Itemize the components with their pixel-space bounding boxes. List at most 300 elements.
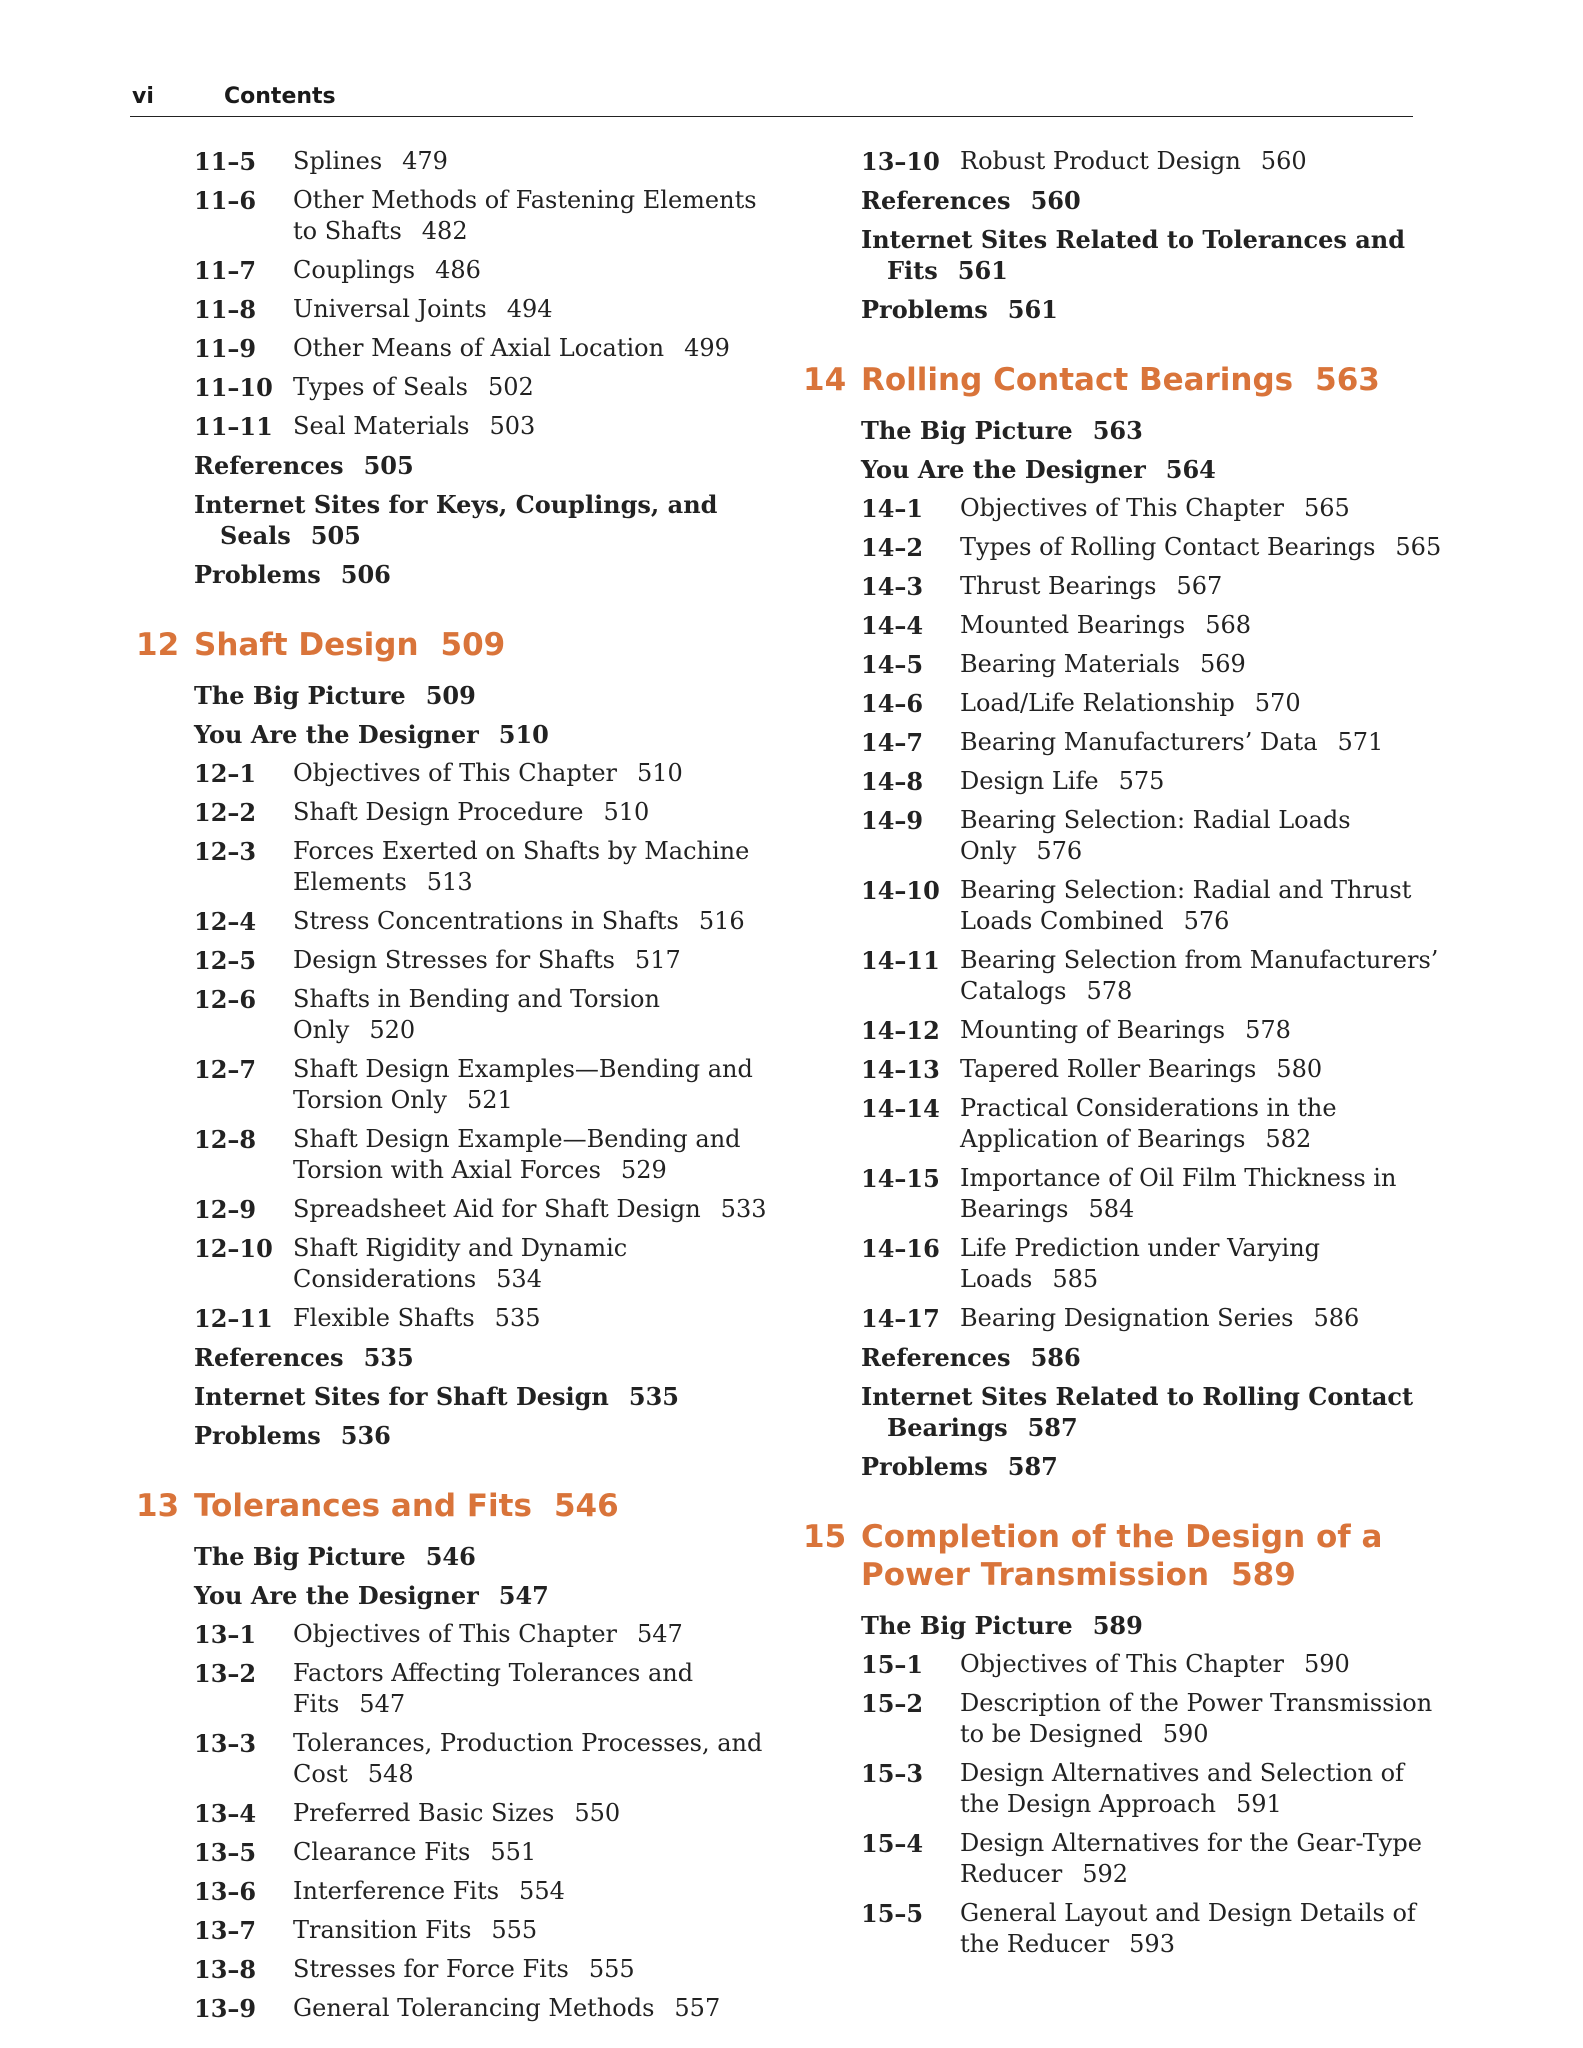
toc-entry	[136, 146, 776, 177]
section-page-number: 510	[637, 759, 683, 787]
subheading-title: The Big Picture	[194, 1542, 406, 1571]
section-title: Bearing Designation Series	[960, 1304, 1294, 1332]
section-title: Bearing Selection from Manufacturers’ Catalogs	[960, 946, 1439, 1005]
subheading-page-number: 589	[1092, 1611, 1143, 1640]
subheading-title: Internet Sites for Keys, Couplings, and Seals	[194, 490, 718, 550]
section-number: 14–9	[861, 806, 924, 835]
toc-entry	[136, 1303, 776, 1334]
section-title: Shaft Design Example—Bending and Torsion with Axial Forces	[293, 1125, 741, 1184]
section-title: Preferred Basic Sizes	[293, 1799, 555, 1827]
section-title: Other Means of Axial Location	[293, 334, 665, 362]
section-title-wrap	[214, 758, 776, 789]
toc-entry	[136, 185, 776, 247]
subheading-title: Internet Sites Related to Tolerances and Fits	[861, 225, 1406, 285]
subheading-wrap	[861, 294, 1443, 325]
section-page-number: 567	[1176, 572, 1223, 600]
section-title-wrap	[214, 1954, 776, 1985]
section-title-wrap	[214, 146, 776, 177]
section-page-number: 582	[1265, 1125, 1312, 1153]
toc-entry	[803, 1163, 1443, 1225]
section-title: Practical Considerations in the Application of Bearings	[960, 1094, 1337, 1153]
section-page-number: 486	[435, 256, 481, 284]
section-number: 12–9	[194, 1195, 257, 1224]
subheading-page-number: 535	[363, 1343, 414, 1372]
section-page-number: 571	[1337, 728, 1384, 756]
section-title: Mounted Bearings	[960, 611, 1186, 639]
section-title-wrap	[881, 1093, 1443, 1155]
section-title-wrap	[881, 1649, 1443, 1680]
section-page-number: 554	[519, 1877, 565, 1905]
subheading-page-number: 505	[310, 521, 361, 550]
section-page-number: 576	[1036, 837, 1083, 865]
subheading-title: References	[861, 186, 1011, 215]
toc-right-column	[803, 146, 1443, 1968]
section-number: 14–2	[861, 533, 924, 562]
section-number: 13–6	[194, 1877, 257, 1906]
subheading-wrap	[861, 185, 1443, 216]
section-title-wrap	[214, 1619, 776, 1650]
subheading-wrap	[861, 415, 1443, 446]
chapter-heading	[803, 361, 1443, 399]
toc-entry	[136, 1124, 776, 1186]
section-number: 15–1	[861, 1650, 924, 1679]
toc-entry	[803, 571, 1443, 602]
toc-entry	[136, 906, 776, 937]
toc-entry	[136, 1728, 776, 1790]
section-page-number: 521	[466, 1086, 513, 1114]
section-number: 11–11	[194, 412, 273, 441]
section-title: Load/Life Relationship	[960, 689, 1235, 717]
section-page-number: 569	[1199, 650, 1246, 678]
section-number: 13–10	[861, 147, 940, 176]
toc-subheading	[803, 1381, 1443, 1443]
section-title: Design Alternatives and Selection of the Design Approach	[960, 1759, 1404, 1818]
section-title-wrap	[881, 1688, 1443, 1750]
section-number: 14–8	[861, 767, 924, 796]
section-page-number: 591	[1236, 1790, 1282, 1818]
section-title-wrap	[214, 333, 776, 364]
section-title: Objectives of This Chapter	[960, 494, 1285, 522]
subheading-title: Internet Sites for Shaft Design	[194, 1382, 609, 1411]
section-title-wrap	[214, 1054, 776, 1116]
subheading-wrap	[861, 1451, 1443, 1482]
toc-entry	[136, 333, 776, 364]
subheading-page-number: 561	[957, 256, 1008, 285]
section-page-number: 592	[1082, 1860, 1129, 1888]
section-title-wrap	[881, 805, 1443, 867]
section-number: 14–3	[861, 572, 924, 601]
toc-subheading	[136, 1381, 776, 1412]
toc-entry	[803, 1015, 1443, 1046]
section-title: Splines	[293, 147, 383, 175]
section-page-number: 516	[698, 907, 745, 935]
section-title: Shafts in Bending and Torsion Only	[293, 985, 660, 1044]
section-title: Robust Product Design	[960, 147, 1241, 175]
section-page-number: 565	[1395, 533, 1442, 561]
section-number: 14–4	[861, 611, 924, 640]
section-number: 14–16	[861, 1234, 940, 1263]
section-title: Forces Exerted on Shafts by Machine Elements	[293, 837, 750, 896]
section-number: 11–8	[194, 295, 257, 324]
subheading-wrap	[194, 489, 776, 551]
section-title: Shaft Rigidity and Dynamic Considerations	[293, 1234, 628, 1293]
section-number: 11–7	[194, 256, 257, 285]
section-page-number: 565	[1304, 494, 1350, 522]
subheading-page-number: 561	[1007, 295, 1058, 324]
section-page-number: 590	[1304, 1650, 1350, 1678]
section-title: General Tolerancing Methods	[293, 1994, 655, 2022]
toc-entry	[803, 1898, 1443, 1960]
chapter-title-wrap	[803, 1518, 1443, 1594]
subheading-page-number: 547	[498, 1581, 549, 1610]
chapter-heading	[136, 626, 776, 664]
section-title-wrap	[214, 1233, 776, 1295]
section-page-number: 578	[1086, 977, 1133, 1005]
section-title-wrap	[214, 1876, 776, 1907]
section-title-wrap	[881, 1233, 1443, 1295]
section-title-wrap	[214, 294, 776, 325]
subheading-title: The Big Picture	[194, 681, 406, 710]
subheading-page-number: 587	[1007, 1452, 1058, 1481]
section-title: Design Life	[960, 767, 1099, 795]
toc-entry	[803, 945, 1443, 1007]
subheading-title: Internet Sites Related to Rolling Contact Bearings	[861, 1382, 1414, 1442]
section-number: 14–5	[861, 650, 924, 679]
chapter-title-wrap	[136, 1487, 776, 1525]
section-title: Objectives of This Chapter	[960, 1650, 1285, 1678]
toc-subheading	[136, 1580, 776, 1611]
subheading-title: Problems	[194, 560, 321, 589]
chapter-title: Rolling Contact Bearings	[861, 362, 1294, 398]
section-page-number: 535	[494, 1304, 541, 1332]
section-title-wrap	[214, 185, 776, 247]
section-number: 11–6	[194, 186, 257, 215]
section-number: 13–7	[194, 1916, 257, 1945]
subheading-wrap	[194, 719, 776, 750]
toc-entry	[803, 727, 1443, 758]
section-title-wrap	[881, 571, 1443, 602]
section-title-wrap	[214, 1993, 776, 2024]
subheading-page-number: 535	[628, 1382, 679, 1411]
section-page-number: 575	[1118, 767, 1165, 795]
toc-entry	[136, 1837, 776, 1868]
section-title-wrap	[881, 610, 1443, 641]
toc-subheading	[136, 1342, 776, 1373]
section-number: 15–2	[861, 1689, 924, 1718]
toc-entry	[803, 1758, 1443, 1820]
section-title: Types of Seals	[293, 373, 468, 401]
section-title: Objectives of This Chapter	[293, 1620, 618, 1648]
section-title: Design Stresses for Shafts	[293, 946, 615, 974]
section-number: 12–6	[194, 985, 257, 1014]
subheading-title: References	[194, 451, 344, 480]
section-number: 14–11	[861, 946, 940, 975]
toc-entry	[803, 532, 1443, 563]
subheading-wrap	[861, 454, 1443, 485]
section-title: Thrust Bearings	[960, 572, 1157, 600]
toc-entry	[136, 411, 776, 442]
subheading-page-number: 587	[1027, 1413, 1078, 1442]
toc-subheading	[803, 224, 1443, 286]
section-title: Stresses for Force Fits	[293, 1955, 569, 1983]
toc-subheading	[136, 719, 776, 750]
section-page-number: 502	[487, 373, 534, 401]
section-page-number: 533	[720, 1195, 767, 1223]
section-number: 13–5	[194, 1838, 257, 1867]
toc-subheading	[803, 185, 1443, 216]
subheading-page-number: 564	[1165, 455, 1216, 484]
toc-entry	[136, 1619, 776, 1650]
section-number: 14–7	[861, 728, 924, 757]
toc-entry	[136, 372, 776, 403]
section-page-number: 529	[620, 1156, 667, 1184]
section-title: Description of the Power Transmission to be Designed	[960, 1689, 1433, 1748]
subheading-title: Problems	[861, 295, 988, 324]
section-number: 12–4	[194, 907, 257, 936]
toc-subheading	[803, 454, 1443, 485]
section-page-number: 503	[489, 412, 536, 440]
toc-entry	[803, 1649, 1443, 1680]
section-title-wrap	[214, 1915, 776, 1946]
toc-entry	[803, 1093, 1443, 1155]
section-title: Factors Affecting Tolerances and Fits	[293, 1659, 694, 1718]
toc-subheading	[803, 415, 1443, 446]
section-title: Design Alternatives for the Gear-Type Reducer	[960, 1829, 1422, 1888]
chapter-title-wrap	[136, 626, 776, 664]
section-number: 14–15	[861, 1164, 940, 1193]
section-title-wrap	[881, 1303, 1443, 1334]
section-title: General Layout and Design Details of the Reducer	[960, 1899, 1416, 1958]
section-number: 12–10	[194, 1234, 273, 1263]
section-number: 15–3	[861, 1759, 924, 1788]
section-title: Spreadsheet Aid for Shaft Design	[293, 1195, 701, 1223]
section-title: Universal Joints	[293, 295, 487, 323]
toc-entry	[136, 1054, 776, 1116]
section-number: 12–7	[194, 1055, 257, 1084]
toc-entry	[136, 1876, 776, 1907]
toc-left-column	[136, 146, 776, 2032]
section-title-wrap	[214, 945, 776, 976]
section-title-wrap	[214, 1303, 776, 1334]
chapter-page-number: 509	[440, 627, 506, 663]
chapter-title: Shaft Design	[194, 627, 419, 663]
section-page-number: 578	[1245, 1016, 1291, 1044]
toc-entry	[136, 294, 776, 325]
section-title: Bearing Selection: Radial and Thrust Loads Combined	[960, 876, 1412, 935]
section-page-number: 557	[674, 1994, 721, 2022]
section-page-number: 580	[1276, 1055, 1323, 1083]
chapter-page-number: 589	[1231, 1557, 1296, 1593]
section-title: Shaft Design Examples—Bending and Torsion Only	[293, 1055, 753, 1114]
section-title-wrap	[881, 649, 1443, 680]
toc-entry	[136, 1954, 776, 1985]
section-title: Clearance Fits	[293, 1838, 471, 1866]
subheading-title: The Big Picture	[861, 416, 1073, 445]
section-title-wrap	[214, 1658, 776, 1720]
section-title: Stress Concentrations in Shafts	[293, 907, 679, 935]
section-title: Objectives of This Chapter	[293, 759, 618, 787]
subheading-wrap	[861, 1381, 1443, 1443]
toc-subheading	[136, 450, 776, 481]
toc-entry	[803, 146, 1443, 177]
section-page-number: 517	[634, 946, 681, 974]
section-page-number: 555	[588, 1955, 635, 1983]
section-title: Tolerances, Production Processes, and Cost	[293, 1729, 763, 1788]
toc-subheading	[136, 559, 776, 590]
section-page-number: 510	[603, 798, 650, 826]
section-page-number: 551	[490, 1838, 537, 1866]
section-title: Seal Materials	[293, 412, 470, 440]
chapter-number: 14	[803, 362, 847, 398]
section-page-number: 548	[367, 1760, 414, 1788]
subheading-title: Problems	[861, 1452, 988, 1481]
section-title-wrap	[881, 875, 1443, 937]
subheading-title: You Are the Designer	[194, 1581, 479, 1610]
toc-entry	[136, 984, 776, 1046]
toc-subheading	[803, 294, 1443, 325]
section-title-wrap	[881, 1758, 1443, 1820]
toc-entry	[803, 1303, 1443, 1334]
section-title-wrap	[881, 688, 1443, 719]
section-title-wrap	[881, 1828, 1443, 1890]
section-page-number: 534	[496, 1265, 542, 1293]
section-number: 11–5	[194, 147, 257, 176]
section-page-number: 547	[637, 1620, 683, 1648]
section-page-number: 586	[1313, 1304, 1360, 1332]
section-number: 14–1	[861, 494, 924, 523]
section-title: Types of Rolling Contact Bearings	[960, 533, 1376, 561]
section-title-wrap	[214, 984, 776, 1046]
section-page-number: 547	[359, 1690, 406, 1718]
subheading-wrap	[194, 680, 776, 711]
subheading-page-number: 506	[340, 560, 391, 589]
subheading-page-number: 536	[340, 1421, 391, 1450]
chapter-heading	[803, 1518, 1443, 1594]
section-title-wrap	[214, 255, 776, 286]
section-title-wrap	[881, 493, 1443, 524]
section-title-wrap	[214, 1728, 776, 1790]
subheading-wrap	[861, 1342, 1443, 1373]
section-number: 13–8	[194, 1955, 257, 1984]
section-number: 13–9	[194, 1994, 257, 2023]
subheading-title: Problems	[194, 1421, 321, 1450]
section-title-wrap	[214, 1194, 776, 1225]
section-title: Importance of Oil Film Thickness in Bearings	[960, 1164, 1397, 1223]
chapter-number: 12	[136, 627, 180, 663]
section-number: 12–2	[194, 798, 257, 827]
section-page-number: 550	[574, 1799, 621, 1827]
subheading-wrap	[194, 1420, 776, 1451]
toc-entry	[803, 1054, 1443, 1085]
section-title-wrap	[214, 1798, 776, 1829]
section-number: 14–12	[861, 1016, 940, 1045]
section-title: Bearing Manufacturers’ Data	[960, 728, 1318, 756]
subheading-page-number: 510	[498, 720, 549, 749]
toc-subheading	[803, 1451, 1443, 1482]
toc-entry	[136, 1658, 776, 1720]
toc-entry	[136, 1233, 776, 1295]
section-number: 13–2	[194, 1659, 257, 1688]
toc-entry	[803, 649, 1443, 680]
section-number: 14–10	[861, 876, 940, 905]
section-title-wrap	[214, 836, 776, 898]
subheading-title: You Are the Designer	[194, 720, 479, 749]
chapter-title-wrap	[803, 361, 1443, 399]
section-number: 12–3	[194, 837, 257, 866]
subheading-page-number: 509	[425, 681, 476, 710]
section-number: 12–1	[194, 759, 257, 788]
section-number: 11–10	[194, 373, 273, 402]
section-title-wrap	[881, 945, 1443, 1007]
section-number: 12–11	[194, 1304, 273, 1333]
section-page-number: 494	[506, 295, 553, 323]
section-number: 11–9	[194, 334, 257, 363]
section-title: Mounting of Bearings	[960, 1016, 1226, 1044]
toc-entry	[136, 1798, 776, 1829]
toc-entry	[803, 688, 1443, 719]
toc-entry	[136, 1915, 776, 1946]
toc-entry	[803, 875, 1443, 937]
section-title: Flexible Shafts	[293, 1304, 475, 1332]
section-number: 12–5	[194, 946, 257, 975]
section-title-wrap	[214, 411, 776, 442]
section-number: 14–17	[861, 1304, 940, 1333]
section-title: Other Methods of Fastening Elements to Shafts	[293, 186, 757, 245]
section-title-wrap	[214, 372, 776, 403]
section-page-number: 479	[402, 147, 448, 175]
subheading-page-number: 563	[1092, 416, 1143, 445]
running-title: Contents	[224, 84, 336, 109]
toc-subheading	[136, 489, 776, 551]
subheading-wrap	[861, 224, 1443, 286]
section-number: 13–4	[194, 1799, 257, 1828]
toc-subheading	[803, 1342, 1443, 1373]
subheading-wrap	[194, 1580, 776, 1611]
toc-entry	[803, 1688, 1443, 1750]
section-title: Shaft Design Procedure	[293, 798, 584, 826]
section-title: Interference Fits	[293, 1877, 500, 1905]
chapter-number: 13	[136, 1488, 180, 1524]
section-page-number: 593	[1129, 1930, 1175, 1958]
subheading-title: References	[194, 1343, 344, 1372]
section-title-wrap	[214, 1837, 776, 1868]
toc-entry	[803, 805, 1443, 867]
subheading-wrap	[194, 1381, 776, 1412]
section-title-wrap	[881, 1015, 1443, 1046]
section-number: 13–3	[194, 1729, 257, 1758]
section-page-number: 584	[1088, 1195, 1135, 1223]
section-title: Tapered Roller Bearings	[960, 1055, 1257, 1083]
chapter-title: Completion of the Design of a Power Transmission	[861, 1519, 1383, 1593]
subheading-page-number: 505	[363, 451, 414, 480]
section-title: Life Prediction under Varying Loads	[960, 1234, 1321, 1293]
toc-entry	[136, 945, 776, 976]
chapter-heading	[136, 1487, 776, 1525]
section-title: Couplings	[293, 256, 416, 284]
section-page-number: 513	[426, 868, 473, 896]
toc-entry	[136, 836, 776, 898]
chapter-title: Tolerances and Fits	[194, 1488, 532, 1524]
toc-entry	[136, 255, 776, 286]
subheading-title: The Big Picture	[861, 1611, 1073, 1640]
subheading-wrap	[194, 1541, 776, 1572]
section-number: 14–13	[861, 1055, 940, 1084]
subheading-wrap	[194, 450, 776, 481]
subheading-wrap	[194, 559, 776, 590]
toc-entry	[803, 1233, 1443, 1295]
toc-entry	[136, 1194, 776, 1225]
section-title-wrap	[881, 1054, 1443, 1085]
